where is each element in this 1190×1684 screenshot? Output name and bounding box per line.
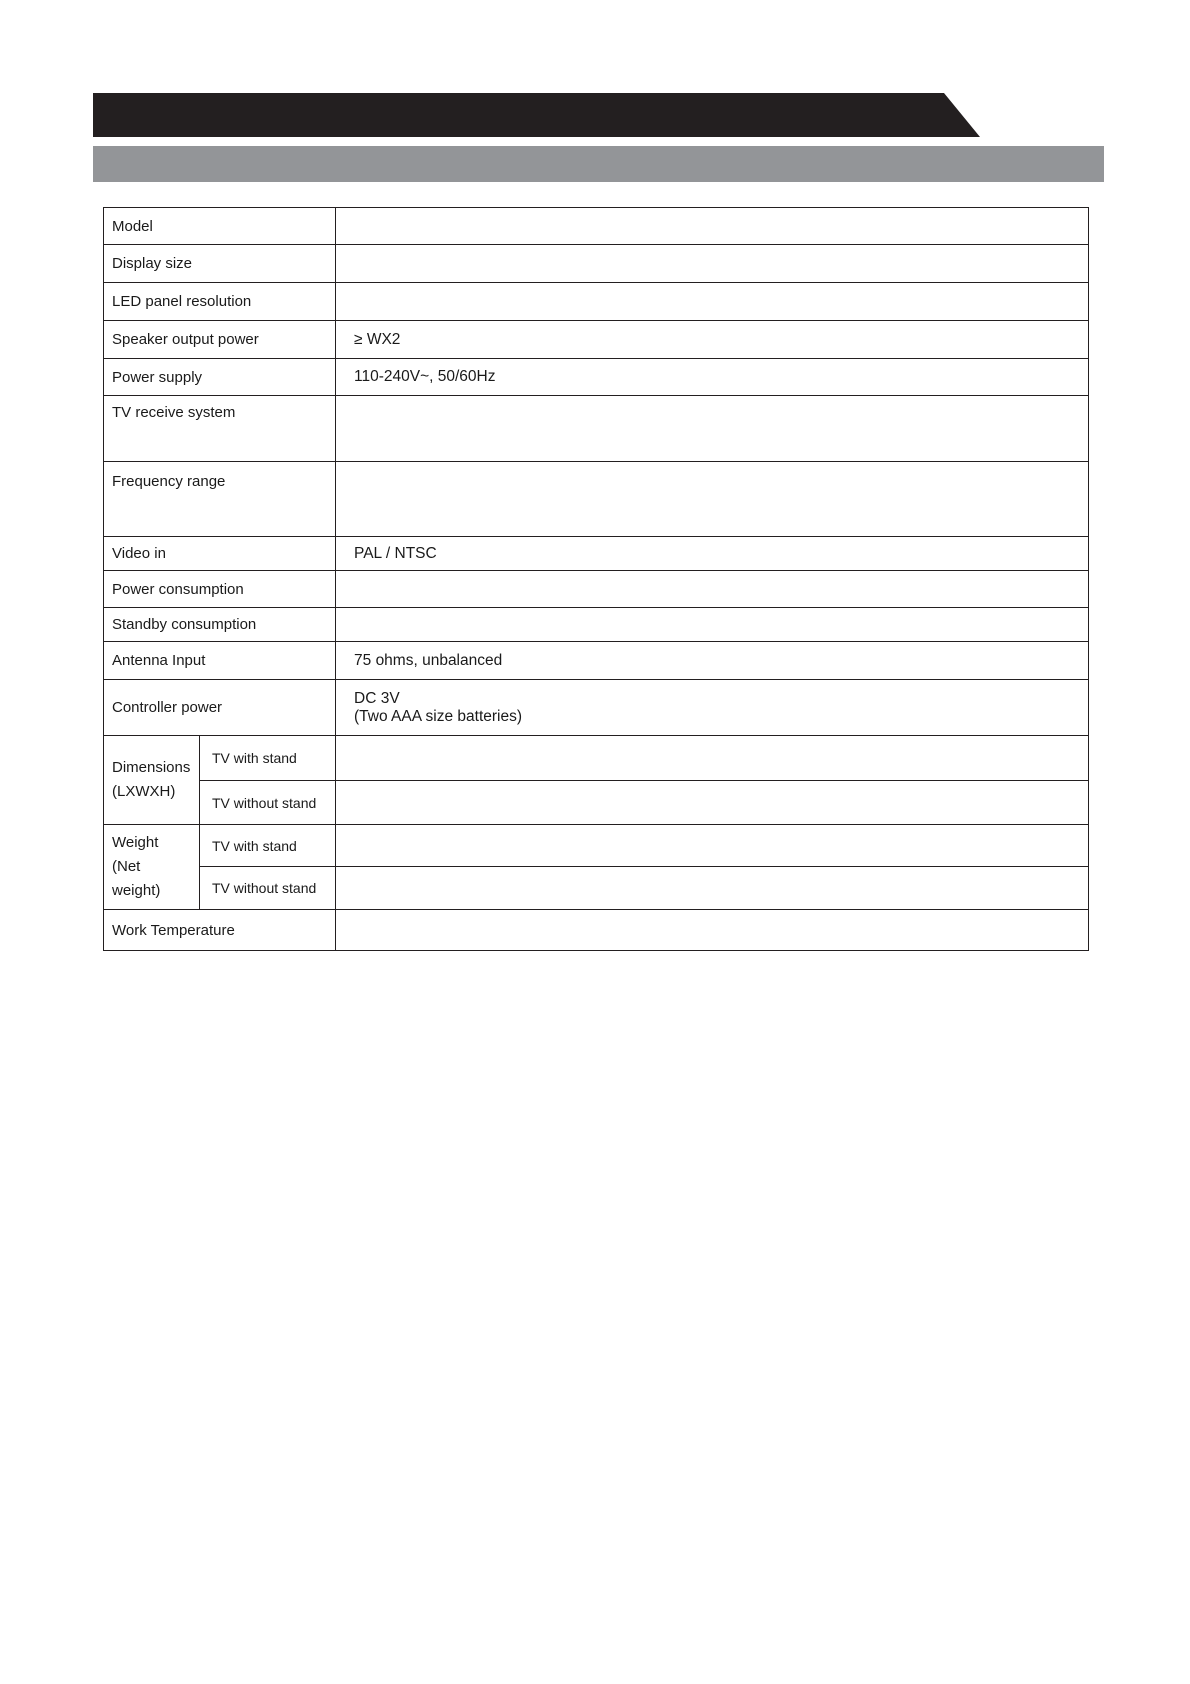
spec-value xyxy=(336,608,1089,642)
spec-value xyxy=(336,825,1089,867)
table-row xyxy=(104,642,1089,680)
table-row xyxy=(104,396,1089,462)
specifications-table xyxy=(103,207,1089,951)
spec-value xyxy=(336,396,1089,462)
table-row xyxy=(104,245,1089,283)
spec-label: Controller power xyxy=(104,680,336,736)
controller-power-line1: DC 3V xyxy=(354,689,400,707)
weight-label-line2: (Net weight) xyxy=(112,858,161,899)
table-row xyxy=(104,867,1089,910)
spec-label: Power supply xyxy=(104,359,336,396)
table-row xyxy=(104,571,1089,608)
table-row xyxy=(104,462,1089,537)
table-row xyxy=(104,825,1089,867)
spec-label: LED panel resolution xyxy=(104,283,336,321)
spec-value xyxy=(336,283,1089,321)
spec-value: 110-240V~, 50/60Hz xyxy=(336,359,1089,396)
spec-value xyxy=(336,571,1089,608)
table-row xyxy=(104,736,1089,781)
spec-label: Speaker output power xyxy=(104,321,336,359)
table-row xyxy=(104,910,1089,951)
spec-sublabel: TV without stand xyxy=(200,781,336,825)
spec-label: Model xyxy=(104,208,336,245)
spec-value xyxy=(336,208,1089,245)
spec-label: TV receive system xyxy=(104,396,336,462)
dimensions-label-line1: Dimensions xyxy=(112,759,191,776)
spec-value xyxy=(336,462,1089,537)
controller-power-line2: (Two AAA size batteries) xyxy=(354,707,523,725)
spec-label-weight xyxy=(104,825,200,910)
dimensions-label-line2: (LXWXH) xyxy=(112,783,176,800)
table-row xyxy=(104,321,1089,359)
spec-label: Standby consumption xyxy=(104,608,336,642)
spec-label: Video in xyxy=(104,537,336,571)
section-subheader-bar xyxy=(93,146,1104,182)
spec-label: Frequency range xyxy=(104,462,336,537)
table-row xyxy=(104,537,1089,571)
spec-label-dimensions xyxy=(104,736,200,825)
spec-value xyxy=(336,781,1089,825)
spec-sublabel: TV with stand xyxy=(200,736,336,781)
table-row xyxy=(104,781,1089,825)
table-row xyxy=(104,608,1089,642)
spec-value xyxy=(336,680,1089,736)
table-row xyxy=(104,208,1089,245)
spec-value: 75 ohms, unbalanced xyxy=(336,642,1089,680)
spec-value: PAL / NTSC xyxy=(336,537,1089,571)
table-row xyxy=(104,359,1089,396)
weight-label-line1: Weight xyxy=(112,834,159,851)
table-row xyxy=(104,283,1089,321)
spec-value xyxy=(336,245,1089,283)
spec-sublabel: TV without stand xyxy=(200,867,336,910)
spec-label: Antenna Input xyxy=(104,642,336,680)
spec-value: ≥ WX2 xyxy=(336,321,1089,359)
spec-value xyxy=(336,867,1089,910)
table-row xyxy=(104,680,1089,736)
spec-label: Display size xyxy=(104,245,336,283)
section-header-bar xyxy=(93,93,980,137)
spec-sublabel: TV with stand xyxy=(200,825,336,867)
spec-label: Work Temperature xyxy=(104,910,336,951)
spec-value xyxy=(336,910,1089,951)
spec-value xyxy=(336,736,1089,781)
spec-label: Power consumption xyxy=(104,571,336,608)
